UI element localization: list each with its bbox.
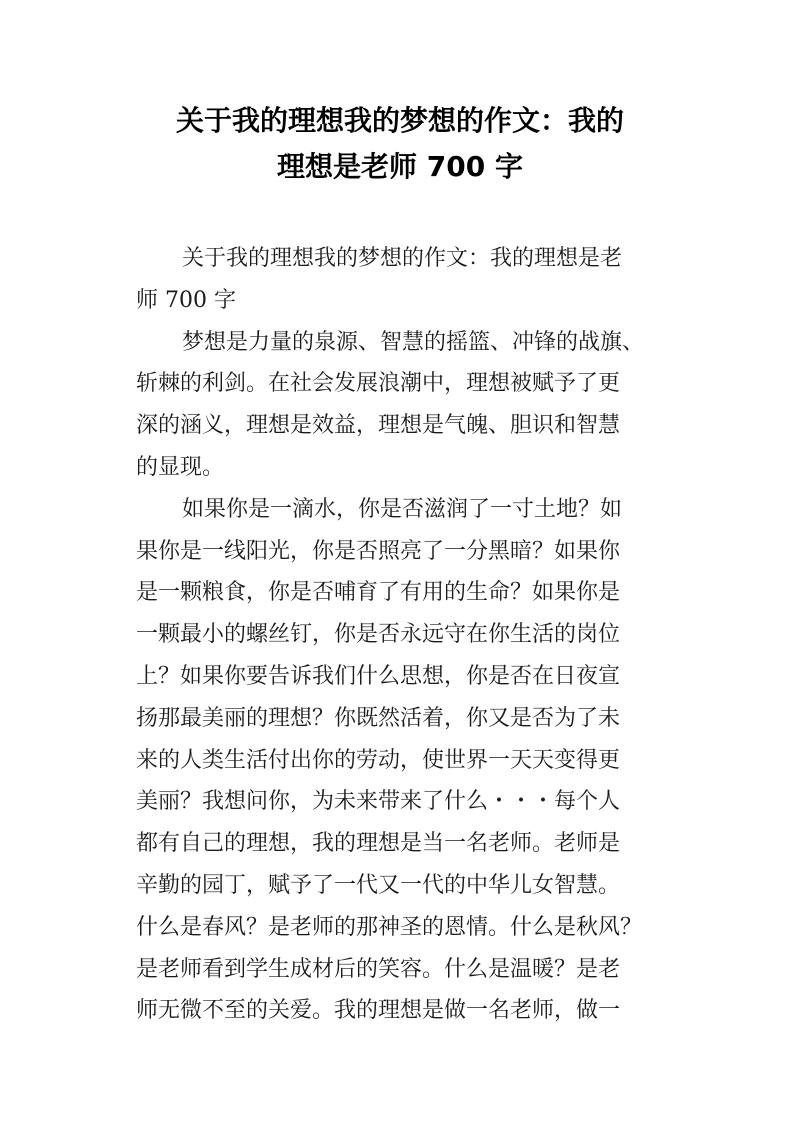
body-line: 如果你是一滴水，你是否滋润了一寸土地？如 <box>182 496 623 522</box>
body-line: 师 700 字 <box>136 287 236 313</box>
body-line: 是老师看到学生成材后的笑容。什么是温暖？是老 <box>136 956 621 982</box>
document-body <box>136 238 666 1032</box>
body-line: 斩棘的利剑。在社会发展浪潮中，理想被赋予了更 <box>136 371 621 397</box>
body-line: 来的人类生活付出你的劳动，使世界一天天变得更 <box>136 747 621 773</box>
body-line: 什么是春风？是老师的那神圣的恩情。什么是秋风？ <box>136 914 643 940</box>
body-line: 果你是一线阳光，你是否照亮了一分黑暗？如果你 <box>136 538 621 564</box>
title-line: 关于我的理想我的梦想的作文：我的 <box>175 104 624 137</box>
body-line: 是一颗粮食，你是否哺育了有用的生命？如果你是 <box>136 580 621 606</box>
title-line: 理想是老师 700 字 <box>277 150 523 183</box>
body-line: 都有自己的理想，我的理想是当一名老师。老师是 <box>136 831 621 857</box>
body-line: 师无微不至的关爱。我的理想是做一名老师，做一 <box>136 998 621 1024</box>
body-line: 美丽？我想问你，为未来带来了什么・・・每个人 <box>136 789 621 815</box>
body-line: 扬那最美丽的理想？你既然活着，你又是否为了未 <box>136 705 621 731</box>
body-line: 的显现。 <box>136 454 225 480</box>
body-line: 梦想是力量的泉源、智慧的摇篮、冲锋的战旗、 <box>182 329 645 355</box>
body-line: 深的涵义，理想是效益，理想是气魄、胆识和智慧 <box>136 413 621 439</box>
body-line: 上？如果你要告诉我们什么思想，你是否在日夜宣 <box>136 663 621 689</box>
body-line: 辛勤的园丁，赋予了一代又一代的中华儿女智慧。 <box>136 872 621 898</box>
document-title <box>100 98 700 190</box>
body-line: 一颗最小的螺丝钉，你是否永远守在你生活的岗位 <box>136 622 621 648</box>
body-line: 关于我的理想我的梦想的作文：我的理想是老 <box>182 246 623 271</box>
